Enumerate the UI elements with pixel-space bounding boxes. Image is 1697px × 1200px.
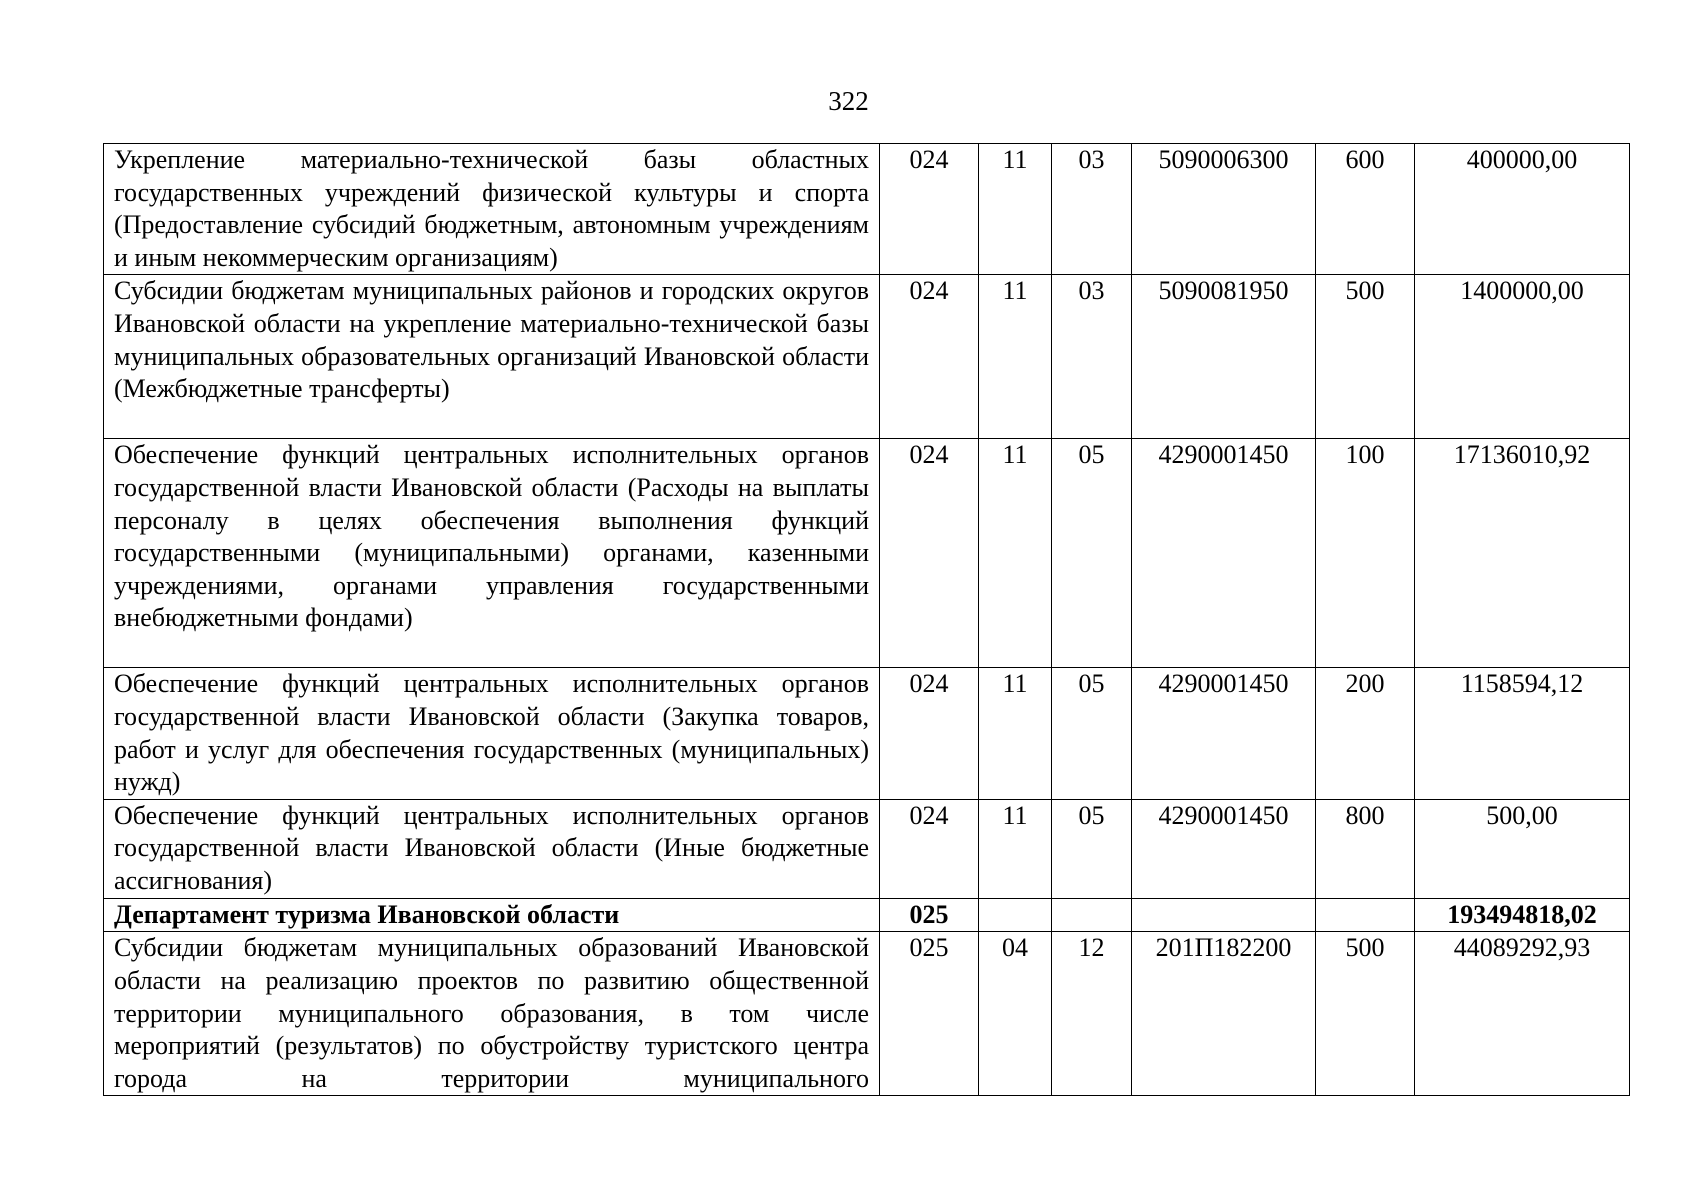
row-name: Укрепление материально-технической базы областных государственных учреждений физической культуры и спорта (Предоставление субсидий бюджетным, автономным учреждениям и иным некоммерческим организациям) [104, 144, 880, 275]
department-name: Департамент туризма Ивановской области [104, 898, 880, 932]
ministry-code: 024 [880, 275, 979, 439]
target-article-code: 4290001450 [1132, 668, 1316, 799]
subsection-code: 05 [1052, 799, 1132, 898]
target-article-code [1132, 898, 1316, 932]
budget-table [103, 143, 1630, 1096]
subsection-code: 05 [1052, 439, 1132, 668]
table-row [104, 439, 1630, 668]
subsection-code: 12 [1052, 932, 1132, 1096]
target-article-code: 5090081950 [1132, 275, 1316, 439]
page-number: 322 [828, 86, 869, 116]
expense-type-code: 200 [1316, 668, 1415, 799]
target-article-code: 5090006300 [1132, 144, 1316, 275]
section-code: 11 [979, 439, 1052, 668]
ministry-code: 024 [880, 144, 979, 275]
target-article-code: 4290001450 [1132, 799, 1316, 898]
ministry-code: 025 [880, 932, 979, 1096]
ministry-code: 024 [880, 799, 979, 898]
amount: 1158594,12 [1415, 668, 1630, 799]
row-name: Субсидии бюджетам муниципальных образований Ивановской области на реализацию проектов по развитию общественной территории муниципального образования, в том числе мероприятий (результатов) по обустройству туристского центра города на территории муниципального [104, 932, 880, 1096]
section-code: 04 [979, 932, 1052, 1096]
table-row [104, 275, 1630, 439]
department-total-row [104, 898, 1630, 932]
amount: 17136010,92 [1415, 439, 1630, 668]
table-row [104, 932, 1630, 1096]
target-article-code: 4290001450 [1132, 439, 1316, 668]
row-name: Обеспечение функций центральных исполнительных органов государственной власти Ивановской области (Расходы на выплаты персоналу в целях обеспечения выполнения функций государственными (муниципальными) органами, казенными учреждениями, органами управления государственными внебюджетными фондами) [104, 439, 880, 668]
section-code: 11 [979, 799, 1052, 898]
table-row [104, 668, 1630, 799]
section-code: 11 [979, 275, 1052, 439]
amount: 400000,00 [1415, 144, 1630, 275]
amount: 1400000,00 [1415, 275, 1630, 439]
expense-type-code: 500 [1316, 932, 1415, 1096]
table-row [104, 144, 1630, 275]
target-article-code: 201П182200 [1132, 932, 1316, 1096]
subsection-code: 03 [1052, 275, 1132, 439]
table-row [104, 799, 1630, 898]
expense-type-code: 600 [1316, 144, 1415, 275]
expense-type-code: 500 [1316, 275, 1415, 439]
row-name: Субсидии бюджетам муниципальных районов и городских округов Ивановской области на укрепление материально-технической базы муниципальных образовательных организаций Ивановской области (Межбюджетные трансферты) [104, 275, 880, 439]
ministry-code: 024 [880, 668, 979, 799]
amount: 44089292,93 [1415, 932, 1630, 1096]
subsection-code [1052, 898, 1132, 932]
expense-type-code [1316, 898, 1415, 932]
expense-type-code: 100 [1316, 439, 1415, 668]
row-name: Обеспечение функций центральных исполнительных органов государственной власти Ивановской области (Иные бюджетные ассигнования) [104, 799, 880, 898]
subsection-code: 05 [1052, 668, 1132, 799]
ministry-code: 024 [880, 439, 979, 668]
section-code: 11 [979, 144, 1052, 275]
department-total-amount: 193494818,02 [1415, 898, 1630, 932]
row-name: Обеспечение функций центральных исполнительных органов государственной власти Ивановской области (Закупка товаров, работ и услуг для обеспечения государственных (муниципальных) нужд) [104, 668, 880, 799]
amount: 500,00 [1415, 799, 1630, 898]
ministry-code: 025 [880, 898, 979, 932]
subsection-code: 03 [1052, 144, 1132, 275]
section-code: 11 [979, 668, 1052, 799]
section-code [979, 898, 1052, 932]
expense-type-code: 800 [1316, 799, 1415, 898]
